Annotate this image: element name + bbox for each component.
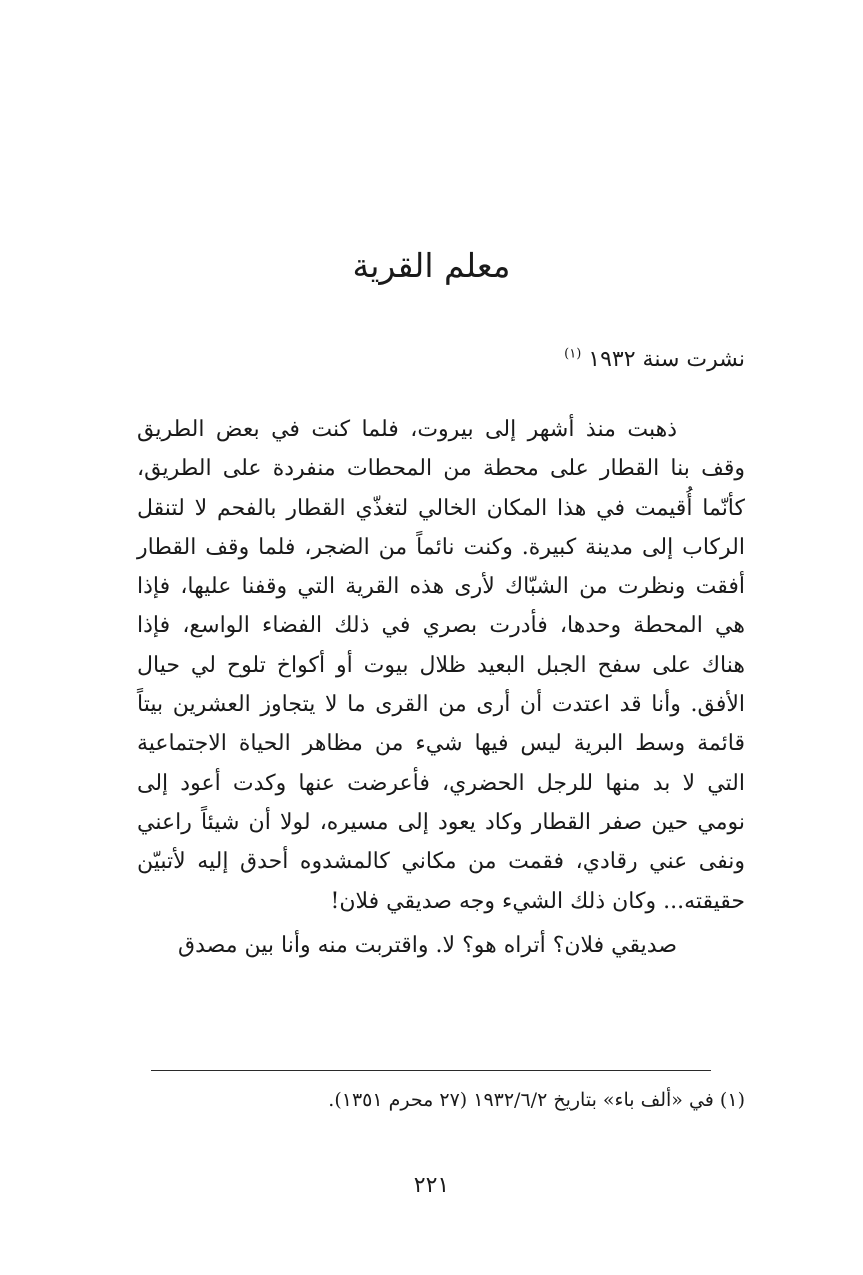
- footnote-reference: (١): [564, 346, 582, 362]
- publication-note: [345, 340, 745, 380]
- page-number: ٢٢١: [413, 1173, 450, 1198]
- chapter-title: معلم القرية: [352, 246, 511, 285]
- footnote: (١) في «ألف باء» بتاريخ ١٩٣٢/٦/٢ (٢٧ محرم ١٣٥١).: [328, 1089, 745, 1111]
- paragraph-2: صديقي فلان؟ أتراه هو؟ لا. واقتربت منه وأنا بين مصدق: [178, 932, 677, 958]
- footnote-divider: [151, 1070, 711, 1071]
- publication-note-text: نشرت سنة ١٩٣٢: [588, 347, 745, 372]
- body-text: [137, 410, 745, 965]
- paragraph-1: ذهبت منذ أشهر إلى بيروت، فلما كنت في بعض الطريق وقف بنا القطار على محطة من المحطات منفردة على الطريق، كأنّما أُقيمت في هذا المكان الخالي لتغذّي القطار بالفحم لا لتنقل الركاب إلى مدينة كبيرة. وكنت نائماً من الضجر، فلما وقف القطار أفقت ونظرت من الشبّاك لأرى هذه القرية التي وقفنا عليها، فإذا هي المحطة وحدها، فأدرت بصري في ذلك الفضاء الواسع، فإذا هناك على سفح الجبل البعيد ظلال بيوت أو أكواخ تلوح لي حيال الأفق. وأنا قد اعتدت أن أرى من القرى ما لا يتجاوز العشرين بيتاً قائمة وسط البرية ليس فيها شيء من مظاهر الحياة الاجتماعية التي لا بد منها للرجل الحضري، فأعرضت عنها وكدت أعود إلى نومي حين صفر القطار وكاد يعود إلى مسيره، لولا أن شيئاً راعني ونفى عني رقادي، فقمت من مكاني كالمشدوه أحدق إليه لأتبيّن حقيقته... وكان ذلك الشيء وجه صديقي فلان!: [137, 417, 745, 914]
